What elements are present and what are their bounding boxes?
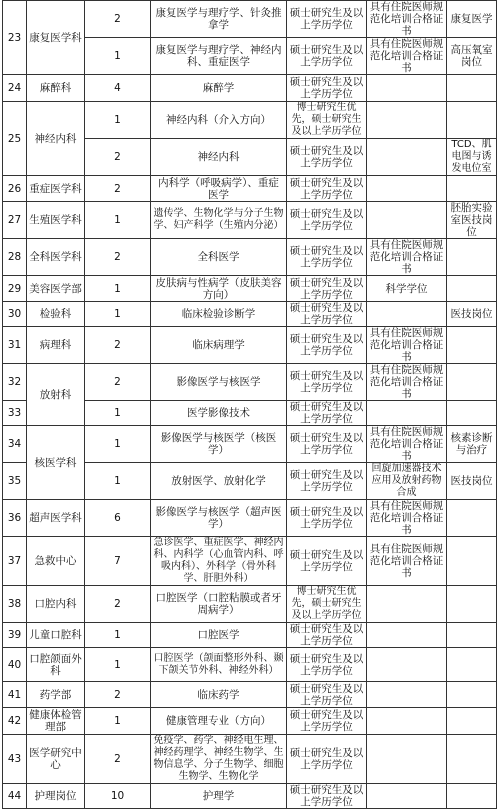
department-cell: 康复医学科 (27, 1, 85, 75)
table-row (3, 176, 497, 202)
table-row (3, 648, 497, 682)
table-row (3, 500, 497, 537)
education-cell: 硕士研究生及以上学历学位 (287, 426, 367, 463)
department-cell: 核医学科 (27, 426, 85, 500)
row-number: 43 (3, 735, 27, 784)
table-row (3, 276, 497, 302)
other-requirement-cell: 具有住院医师规范化培训合格证书 (367, 500, 447, 537)
other-requirement-cell (367, 102, 447, 139)
other-requirement-cell: 科学学位 (367, 276, 447, 302)
education-cell: 硕士研究生及以上学历学位 (287, 302, 367, 327)
remark-cell: 胚胎实验室医技岗位 (447, 202, 497, 239)
headcount-cell: 7 (85, 537, 151, 586)
major-cell: 康复医学与理疗学、神经内科、重症医学 (151, 38, 287, 75)
row-number: 35 (3, 463, 27, 500)
headcount-cell: 1 (85, 463, 151, 500)
headcount-cell: 2 (85, 327, 151, 364)
headcount-cell: 1 (85, 648, 151, 682)
other-requirement-cell: 具有住院医师规范化培训合格证书 (367, 364, 447, 401)
remark-cell (447, 623, 497, 648)
other-requirement-cell (367, 586, 447, 623)
remark-cell (447, 364, 497, 401)
department-cell: 麻醉科 (27, 75, 85, 102)
education-cell: 硕士研究生及以上学历学位 (287, 239, 367, 276)
table-row (3, 102, 497, 139)
table-row (3, 202, 497, 239)
department-cell: 美容医学部 (27, 276, 85, 302)
remark-cell: TCD、肌电图与诱发电位室 (447, 139, 497, 176)
remark-cell (447, 102, 497, 139)
headcount-cell: 1 (85, 276, 151, 302)
headcount-cell: 2 (85, 364, 151, 401)
major-cell: 康复医学与理疗学、针灸推拿学 (151, 1, 287, 38)
education-cell: 硕士研究生及以上学历学位 (287, 682, 367, 708)
row-number: 23 (3, 1, 27, 75)
other-requirement-cell (367, 139, 447, 176)
department-cell: 口腔内科 (27, 586, 85, 623)
major-cell: 影像医学与核医学（超声医学） (151, 500, 287, 537)
row-number: 25 (3, 102, 27, 176)
education-cell: 硕士研究生及以上学历学位 (287, 463, 367, 500)
other-requirement-cell (367, 202, 447, 239)
headcount-cell: 6 (85, 500, 151, 537)
table-row (3, 302, 497, 327)
headcount-cell: 1 (85, 426, 151, 463)
row-number: 30 (3, 302, 27, 327)
education-cell: 硕士研究生及以上学历学位 (287, 276, 367, 302)
table-row (3, 327, 497, 364)
table-row (3, 623, 497, 648)
major-cell: 皮肤病与性病学（皮肤美容方向） (151, 276, 287, 302)
row-number: 24 (3, 75, 27, 102)
row-number: 32 (3, 364, 27, 401)
other-requirement-cell: 具有住院医师规范化培训合格证书 (367, 327, 447, 364)
other-requirement-cell (367, 302, 447, 327)
row-number: 36 (3, 500, 27, 537)
headcount-cell: 2 (85, 239, 151, 276)
education-cell: 硕士研究生及以上学历学位 (287, 364, 367, 401)
headcount-cell: 1 (85, 38, 151, 75)
other-requirement-cell: 回旋加速器技术应用及放射药物合成 (367, 463, 447, 500)
education-cell: 硕士研究生及以上学历学位 (287, 537, 367, 586)
headcount-cell: 1 (85, 302, 151, 327)
headcount-cell: 2 (85, 1, 151, 38)
remark-cell: 核素诊断与治疗 (447, 426, 497, 463)
remark-cell (447, 648, 497, 682)
remark-cell (447, 682, 497, 708)
row-number: 26 (3, 176, 27, 202)
other-requirement-cell (367, 735, 447, 784)
major-cell: 免疫学、药学、神经电生理、神经药理学、神经生物学、生物信息学、分子生物学、细胞生物学、生物化学 (151, 735, 287, 784)
remark-cell: 医技岗位 (447, 463, 497, 500)
education-cell: 硕士研究生及以上学历学位 (287, 38, 367, 75)
major-cell: 遗传学、生物化学与分子生物学、妇产科学（生殖内分泌） (151, 202, 287, 239)
headcount-cell: 4 (85, 75, 151, 102)
remark-cell (447, 401, 497, 426)
department-cell: 急救中心 (27, 537, 85, 586)
major-cell: 临床检验诊断学 (151, 302, 287, 327)
row-number: 42 (3, 708, 27, 735)
row-number: 37 (3, 537, 27, 586)
remark-cell (447, 239, 497, 276)
education-cell: 博士研究生优先，硕士研究生及以上学历学位 (287, 586, 367, 623)
remark-cell (447, 500, 497, 537)
headcount-cell: 2 (85, 176, 151, 202)
major-cell: 医学影像技术 (151, 401, 287, 426)
major-cell: 影像医学与核医学 (151, 364, 287, 401)
education-cell: 硕士研究生及以上学历学位 (287, 784, 367, 809)
department-cell: 检验科 (27, 302, 85, 327)
education-cell: 硕士研究生及以上学历学位 (287, 75, 367, 102)
other-requirement-cell (367, 75, 447, 102)
other-requirement-cell: 具有住院医师规范化培训合格证书 (367, 239, 447, 276)
major-cell: 影像医学与核医学（核医学） (151, 426, 287, 463)
education-cell: 博士研究生优先，硕士研究生及以上学历学位 (287, 102, 367, 139)
headcount-cell: 1 (85, 401, 151, 426)
education-cell: 硕士研究生及以上学历学位 (287, 401, 367, 426)
row-number: 38 (3, 586, 27, 623)
major-cell: 健康管理专业（方向） (151, 708, 287, 735)
table-row (3, 537, 497, 586)
department-cell: 健康体检管理部 (27, 708, 85, 735)
table-row (3, 586, 497, 623)
headcount-cell: 1 (85, 202, 151, 239)
row-number: 29 (3, 276, 27, 302)
education-cell: 硕士研究生及以上学历学位 (287, 735, 367, 784)
other-requirement-cell (367, 176, 447, 202)
remark-cell (447, 276, 497, 302)
headcount-cell: 2 (85, 586, 151, 623)
other-requirement-cell: 具有住院医师规范化培训合格证书 (367, 1, 447, 38)
table-row (3, 1, 497, 38)
major-cell: 口腔医学（口腔粘膜或者牙周病学） (151, 586, 287, 623)
row-number: 31 (3, 327, 27, 364)
department-cell: 护理岗位 (27, 784, 85, 809)
department-cell: 超声医学科 (27, 500, 85, 537)
table-row (3, 239, 497, 276)
row-number: 41 (3, 682, 27, 708)
remark-cell (447, 75, 497, 102)
headcount-cell: 2 (85, 139, 151, 176)
table-row (3, 364, 497, 401)
department-cell: 放射科 (27, 364, 85, 426)
other-requirement-cell (367, 648, 447, 682)
row-number: 28 (3, 239, 27, 276)
education-cell: 硕士研究生及以上学历学位 (287, 500, 367, 537)
table-row (3, 426, 497, 463)
major-cell: 麻醉学 (151, 75, 287, 102)
remark-cell (447, 537, 497, 586)
education-cell: 硕士研究生及以上学历学位 (287, 176, 367, 202)
major-cell: 口腔医学 (151, 623, 287, 648)
other-requirement-cell (367, 623, 447, 648)
remark-cell: 医技岗位 (447, 302, 497, 327)
table-row (3, 708, 497, 735)
major-cell: 护理学 (151, 784, 287, 809)
education-cell: 硕士研究生及以上学历学位 (287, 1, 367, 38)
department-cell: 神经内科 (27, 102, 85, 176)
department-cell: 重症医学科 (27, 176, 85, 202)
table-row (3, 784, 497, 809)
headcount-cell: 1 (85, 102, 151, 139)
remark-cell: 康复医学 (447, 1, 497, 38)
department-cell: 医学研究中心 (27, 735, 85, 784)
education-cell: 硕士研究生及以上学历学位 (287, 327, 367, 364)
headcount-cell: 1 (85, 623, 151, 648)
major-cell: 内科学（呼吸病学）、重症医学 (151, 176, 287, 202)
major-cell: 临床药学 (151, 682, 287, 708)
remark-cell (447, 735, 497, 784)
recruitment-table (2, 0, 497, 809)
other-requirement-cell: 具有住院医师规范化培训合格证书 (367, 426, 447, 463)
other-requirement-cell: 具有住院医师规范化培训合格证书 (367, 537, 447, 586)
department-cell: 药学部 (27, 682, 85, 708)
other-requirement-cell (367, 682, 447, 708)
education-cell: 硕士研究生及以上学历学位 (287, 202, 367, 239)
major-cell: 口腔医学（颌面整形外科、颞下颌关节外科、神经外科） (151, 648, 287, 682)
department-cell: 病理科 (27, 327, 85, 364)
remark-cell (447, 586, 497, 623)
department-cell: 儿童口腔科 (27, 623, 85, 648)
major-cell: 神经内科（介入方向） (151, 102, 287, 139)
other-requirement-cell (367, 708, 447, 735)
department-cell: 口腔颌面外科 (27, 648, 85, 682)
education-cell: 硕士研究生及以上学历学位 (287, 708, 367, 735)
education-cell: 硕士研究生及以上学历学位 (287, 139, 367, 176)
other-requirement-cell (367, 401, 447, 426)
major-cell: 临床病理学 (151, 327, 287, 364)
education-cell: 硕士研究生及以上学历学位 (287, 648, 367, 682)
headcount-cell: 2 (85, 682, 151, 708)
major-cell: 神经内科 (151, 139, 287, 176)
row-number: 39 (3, 623, 27, 648)
other-requirement-cell (367, 784, 447, 809)
headcount-cell: 1 (85, 708, 151, 735)
row-number: 27 (3, 202, 27, 239)
department-cell: 全科医学科 (27, 239, 85, 276)
major-cell: 全科医学 (151, 239, 287, 276)
row-number: 40 (3, 648, 27, 682)
remark-cell: 高压氧室岗位 (447, 38, 497, 75)
table-row (3, 682, 497, 708)
department-cell: 生殖医学科 (27, 202, 85, 239)
row-number: 34 (3, 426, 27, 463)
headcount-cell: 10 (85, 784, 151, 809)
headcount-cell: 2 (85, 735, 151, 784)
table-row (3, 75, 497, 102)
remark-cell (447, 784, 497, 809)
remark-cell (447, 176, 497, 202)
education-cell: 硕士研究生及以上学历学位 (287, 623, 367, 648)
remark-cell (447, 327, 497, 364)
major-cell: 放射医学、放射化学 (151, 463, 287, 500)
remark-cell (447, 708, 497, 735)
other-requirement-cell: 具有住院医师规范化培训合格证书 (367, 38, 447, 75)
row-number: 44 (3, 784, 27, 809)
row-number: 33 (3, 401, 27, 426)
major-cell: 急诊医学、重症医学、神经内科、内科学（心血管内科、呼吸内科）、外科学（骨外科学、肝胆外科） (151, 537, 287, 586)
table-row (3, 735, 497, 784)
